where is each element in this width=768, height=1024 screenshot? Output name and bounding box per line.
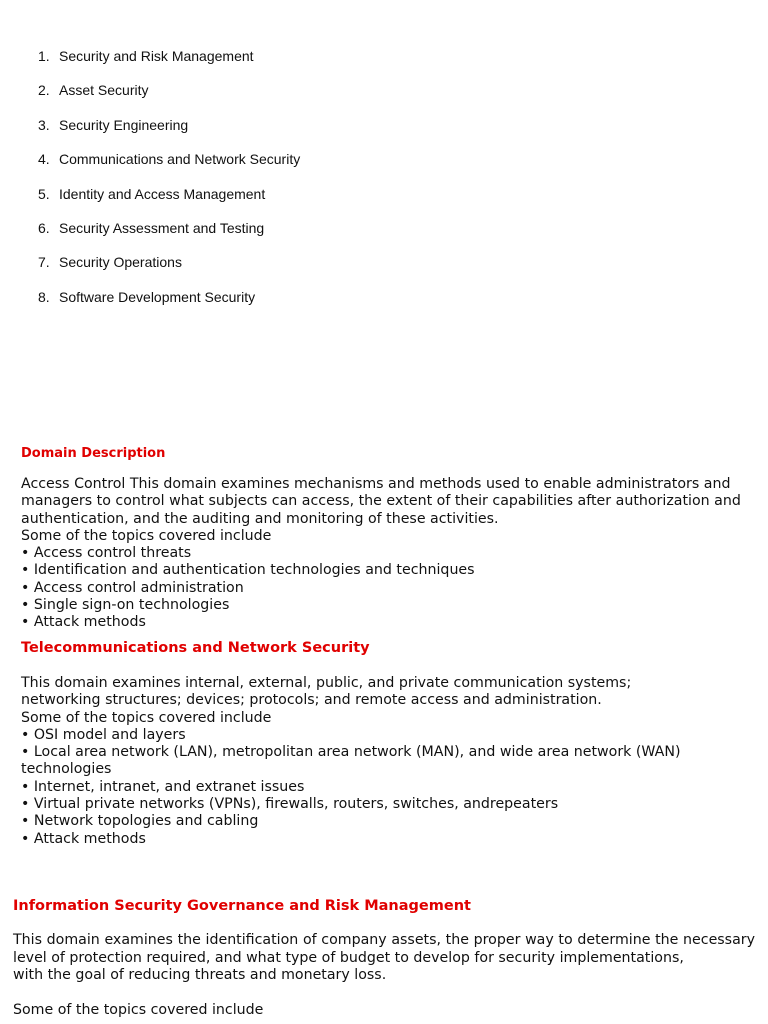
- list-label: Communications and Network Security: [59, 151, 301, 168]
- list-label: Security Operations: [59, 254, 182, 271]
- section-paragraph: This domain examines the identification of company assets, the proper way to determine the necessary level of protection required, and what type of budget to develop for security implementations,: [13, 932, 755, 966]
- list-label: Security Assessment and Testing: [59, 219, 265, 236]
- bullet-item: • Identification and authentication technologies and techniques: [21, 562, 475, 579]
- bullet-item: • Single sign-on technologies: [21, 597, 230, 614]
- section-heading: Information Security Governance and Risk Management: [13, 898, 471, 914]
- topics-intro: Some of the topics covered include: [21, 709, 272, 726]
- list-item: [38, 185, 300, 219]
- bullet-item: • Access control threats: [21, 545, 192, 562]
- list-number: 1.: [38, 48, 50, 64]
- list-number: 6.: [38, 219, 50, 236]
- list-item: [38, 116, 300, 150]
- section-intro: Access Control This domain examines mechanisms and methods used to enable administrators and managers to control what subjects can access, the extent of their capabilities after authorization and authentication, and the auditing and monitoring of these activities.: [21, 476, 741, 527]
- governance-section: [13, 897, 755, 1020]
- list-item: [38, 219, 300, 253]
- list-number: 2.: [38, 82, 50, 99]
- section-text-line: This domain examines internal, external, public, and private communication systems;: [21, 675, 632, 691]
- section-heading: Domain Description: [21, 446, 166, 461]
- topics-intro: Some of the topics covered include: [13, 1002, 264, 1019]
- list-number: 8.: [38, 288, 50, 305]
- bullet-item: • Local area network (LAN), metropolitan area network (MAN), and wide area network (WAN) technologies: [21, 744, 681, 778]
- list-number: 3.: [38, 116, 50, 133]
- list-item: [38, 288, 300, 322]
- domain-list: [38, 47, 300, 322]
- bullet-item: • Internet, intranet, and extranet issues: [21, 778, 305, 795]
- telecom-section: [21, 639, 756, 848]
- list-item: [38, 81, 300, 115]
- list-label: Asset Security: [59, 82, 149, 99]
- list-item: [38, 47, 300, 81]
- topics-intro: Some of the topics covered include: [21, 527, 272, 544]
- list-label: Identity and Access Management: [59, 185, 266, 202]
- bullet-item: • Attack methods: [21, 614, 146, 631]
- list-item: [38, 150, 300, 184]
- bullet-item: • Virtual private networks (VPNs), firewalls, routers, switches, andrepeaters: [21, 796, 559, 813]
- list-label: Software Development Security: [59, 288, 256, 305]
- list-number: 4.: [38, 151, 50, 168]
- domain-description-section: [21, 445, 756, 632]
- list-number: 5.: [38, 185, 50, 202]
- list-number: 7.: [38, 254, 50, 271]
- list-item: [38, 253, 300, 287]
- bullet-item: • Access control administration: [21, 579, 244, 596]
- list-label: Security and Risk Management: [59, 48, 254, 64]
- section-heading: Telecommunications and Network Security: [21, 640, 370, 656]
- bullet-item: • Attack methods: [21, 830, 146, 847]
- section-paragraph-tail: with the goal of reducing threats and monetary loss.: [13, 967, 387, 983]
- bullet-item: • Network topologies and cabling: [21, 813, 259, 830]
- list-label: Security Engineering: [59, 116, 189, 133]
- section-text-line: networking structures; devices; protocols; and remote access and administration.: [21, 692, 602, 709]
- bullet-item: • OSI model and layers: [21, 726, 186, 743]
